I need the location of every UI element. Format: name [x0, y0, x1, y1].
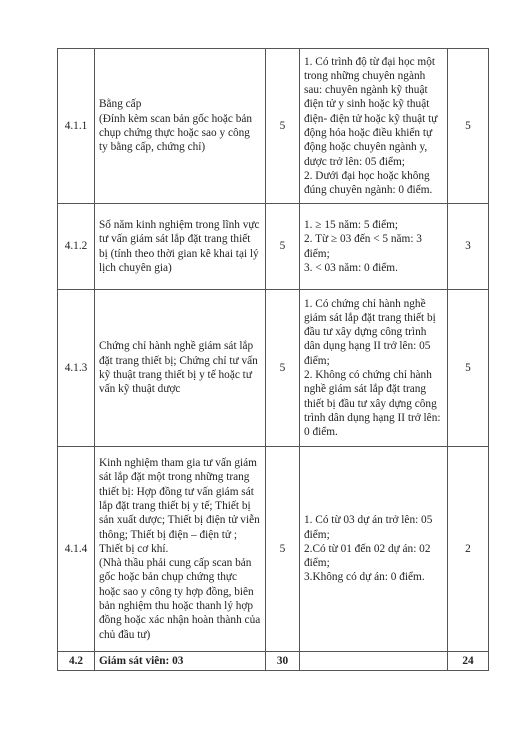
row-number: 4.1.4: [58, 447, 95, 652]
scale-item: 3. < 03 năm: 0 điểm.: [304, 261, 398, 274]
scale-cell: [300, 49, 448, 204]
max-points: 5: [266, 49, 300, 204]
scale-item: 1. Có chứng chỉ hành nghề giám sát lắp đặt trang thiết bị đầu tư xây dựng công trình dân dụng hạng II trở lên: 05 điểm;: [304, 297, 436, 367]
max-points: 5: [266, 290, 300, 447]
total-empty-cell: [300, 652, 448, 671]
criterion-title: Bằng cấp: [99, 98, 142, 111]
criterion-title: Kinh nghiệm tham gia tư vấn giám sát lắp đặt một trong những trang thiết bị: Hợp đồng tư vấn giám sát lắp đặt trang thiết bị y tế; Thiết bị sản xuất dược; Thiết bị điện tử viễn thông; Thiết bị điện – điện tử ; Thiết bị cơ khí.: [99, 457, 260, 555]
scale-item: 2. Không có chứng chỉ hành nghề giám sát lắp đặt trang thiết bị đầu tư xây dựng công trình dân dụng hạng II trở lên: 0 điểm.: [304, 369, 441, 439]
table-row: [58, 204, 489, 290]
criterion-cell: [95, 204, 266, 290]
table-row: [58, 447, 489, 652]
score: 2: [448, 447, 489, 652]
row-number: 4.1.3: [58, 290, 95, 447]
criterion-title: Chứng chỉ hành nghề giám sát lắp đặt trang thiết bị; Chứng chỉ tư vấn kỹ thuật trang thiết bị y tế hoặc tư vấn kỹ thuật dược: [99, 340, 258, 396]
criterion-title: Số năm kinh nghiệm trong lĩnh vực tư vấn giám sát lắp đặt trang thiết bị (tính theo thời gian kê khai tại lý lịch chuyên gia): [99, 218, 260, 274]
scale-item: 2. Từ ≥ 03 đến < 5 năm: 3 điểm;: [304, 233, 422, 260]
total-row: [58, 652, 489, 671]
criterion-cell: [95, 49, 266, 204]
scale-cell: [300, 447, 448, 652]
scale-item: 1. Có từ 03 dự án trở lên: 05 điểm;: [304, 514, 433, 541]
scale-cell: [300, 204, 448, 290]
scale-item: 1. Có trình độ từ đại học một trong những chuyên ngành sau: chuyên ngành kỹ thuật điện tử y sinh hoặc kỹ thuật điện- điện tử hoặc kỹ thuật tự động hóa hoặc điều khiển tự động hoặc chuyên ngành y, dược trở lên: 05 điểm;: [304, 55, 438, 168]
criterion-note: (Đính kèm scan bản gốc hoặc bản chụp chứng thực hoặc sao y công ty bằng cấp, chứng chỉ): [99, 112, 253, 154]
criterion-note: (Nhà thầu phải cung cấp scan bản gốc hoặc bản chụp chứng thực hoặc sao y công ty hợp đồng, biên bản nghiệm thu hoặc thanh lý hợp đồng hoặc xác nhận hoàn thành của chủ đầu tư): [99, 557, 261, 641]
evaluation-table: [57, 48, 489, 671]
scale-item: 2.Có từ 01 đến 02 dự án: 02 điểm;: [304, 542, 431, 570]
row-number: 4.1.1: [58, 49, 95, 204]
max-points: 5: [266, 204, 300, 290]
total-score: 24: [448, 652, 489, 671]
row-number: 4.1.2: [58, 204, 95, 290]
scale-item: 3.Không có dự án: 0 điểm.: [304, 571, 425, 584]
score: 5: [448, 290, 489, 447]
scale-cell: [300, 290, 448, 447]
criterion-cell: [95, 447, 266, 652]
score: 5: [448, 49, 489, 204]
score: 3: [448, 204, 489, 290]
criterion-cell: [95, 290, 266, 447]
scale-item: 1. ≥ 15 năm: 5 điểm;: [304, 218, 399, 231]
scale-item: 2. Dưới đại học hoặc không đúng chuyên ngành: 0 điểm.: [304, 169, 433, 197]
max-points: 5: [266, 447, 300, 652]
total-label: Giám sát viên: 03: [95, 652, 266, 671]
table-row: [58, 290, 489, 447]
total-number: 4.2: [58, 652, 95, 671]
table-row: [58, 49, 489, 204]
total-max-points: 30: [266, 652, 300, 671]
